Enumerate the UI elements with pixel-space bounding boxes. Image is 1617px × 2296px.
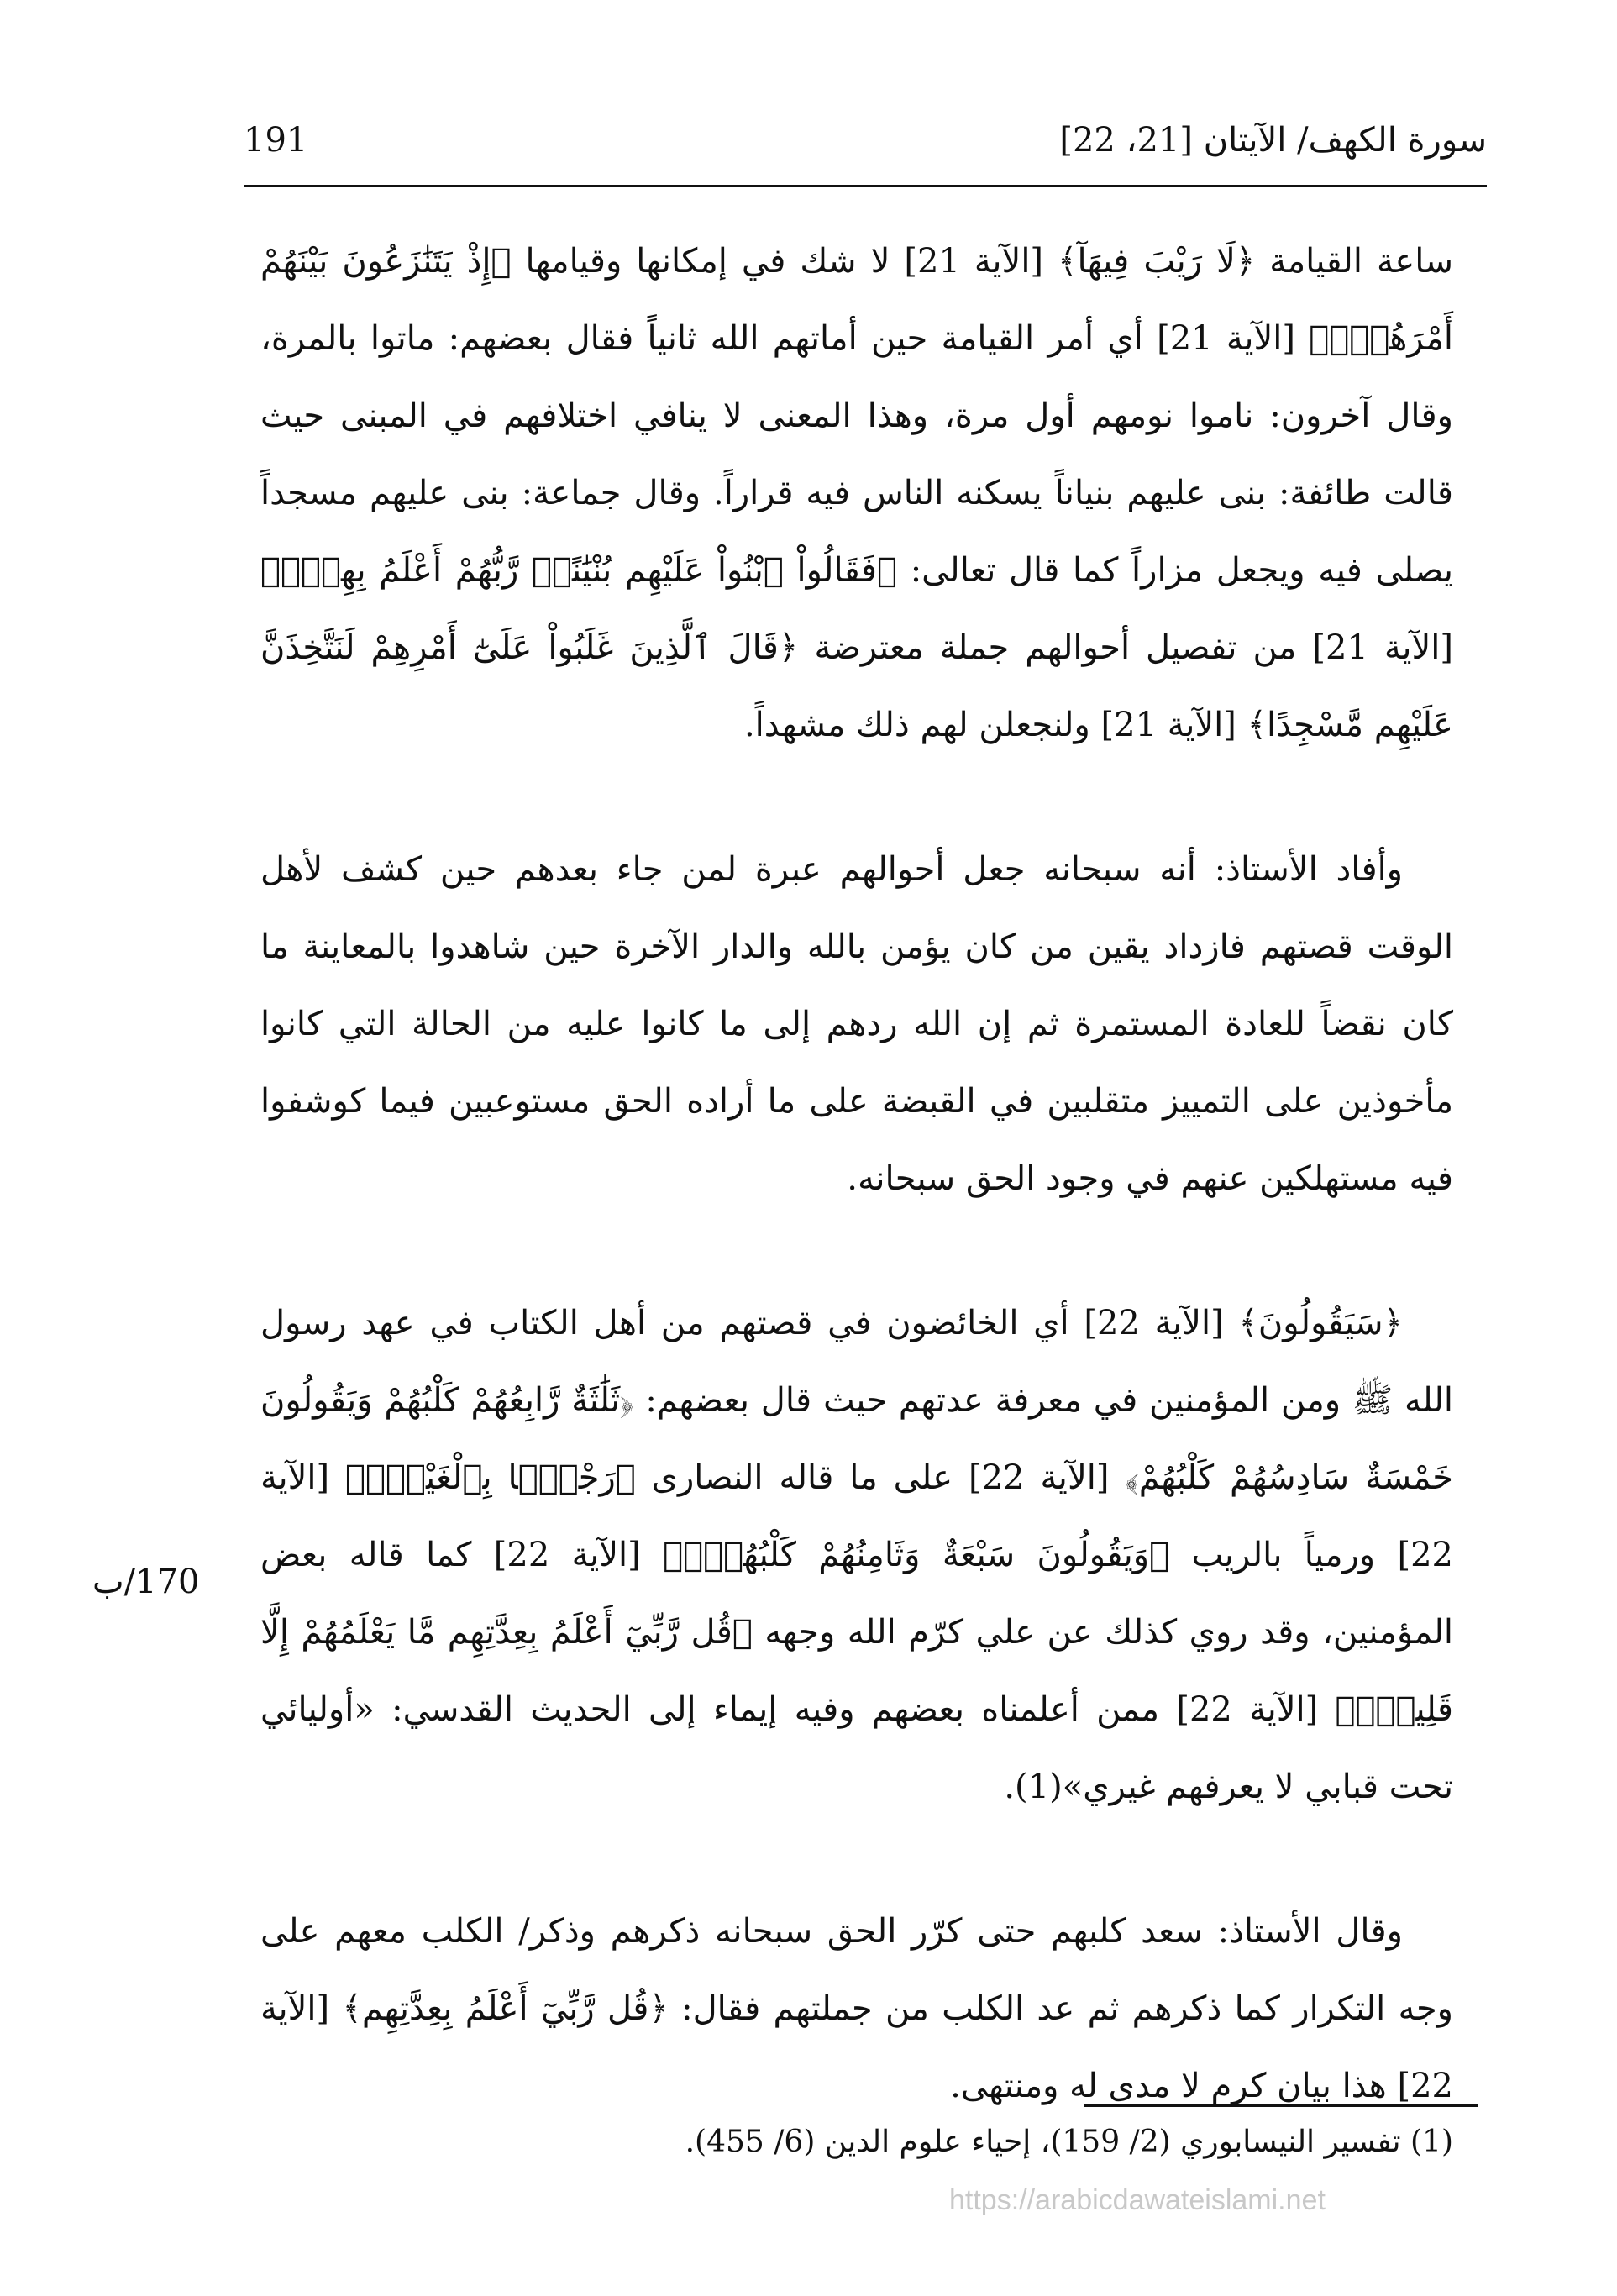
paragraph-1: ساعة القيامة ﴿لَا رَيْبَ فِيهَآ﴾ [الآية 21] لا شك في إمكانها وقيامها ﴿إِذْ يَتَنَٰزَعُونَ بَيْنَهُمْ أَمْرَهُمْۖ﴾ [الآية 21] أي أمر القيامة حين أماتهم الله ثانياً فقال بعضهم: ماتوا بالمرة، وقال آخرون: ناموا نومهم أول مرة، وهذا المعنى لا ينافي اختلافهم في المبنى حيث قالت طائفة: بنى عليهم بنياناً يسكنه الناس فيه قراراً. وقال جماعة: بنى عليهم مسجداً يصلى فيه ويجعل مزاراً كما قال تعالى: ﴿فَقَالُواْ ٱبْنُواْ عَلَيْهِم بُنْيَٰنًاۖ رَّبُّهُمْ أَعْلَمُ بِهِمْۚ﴾ [الآية 21] من تفصيل أحوالهم جملة معترضة ﴿قَالَ ٱلَّذِينَ غَلَبُواْ عَلَىٰٓ أَمْرِهِمْ لَنَتَّخِذَنَّ عَلَيْهِم مَّسْجِدًا﴾ [الآية 21] ولنجعلن لهم ذلك مشهداً. bbox=[260, 242, 1454, 744]
manuscript-folio-note: 170/ب bbox=[92, 1563, 200, 1601]
paragraph-3: ﴿سَيَقُولُونَ﴾ [الآية 22] أي الخائضون في قصتهم من أهل الكتاب في عهد رسول الله ﷺ ومن المؤمنين في معرفة عدتهم حيث قال بعضهم: ﴿ثَلَٰثَةٌ رَّابِعُهُمْ كَلْبُهُمْ وَيَقُولُونَ خَمْسَةٌ سَادِسُهُمْ كَلْبُهُمْ﴾ [الآية 22] على ما قاله النصارى ﴿رَجْمًۢا بِٱلْغَيْبِۖ﴾ [الآية 22] ورمياً بالريب ﴿وَيَقُولُونَ سَبْعَةٌ وَثَامِنُهُمْ كَلْبُهُمْۚ﴾ [الآية 22] كما قاله بعض المؤمنين، وقد روي كذلك عن علي كرّم الله وجهه ﴿قُل رَّبِّيٓ أَعْلَمُ بِعِدَّتِهِم مَّا يَعْلَمُهُمْ إِلَّا قَلِيلٌۗ﴾ [الآية 22] ممن أعلمناه بعضهم وفيه إيماء إلى الحديث القدسي: «أوليائي تحت قبابي لا يعرفهم غيري»(1). bbox=[260, 1304, 1453, 1806]
paragraph-2: وأفاد الأستاذ: أنه سبحانه جعل أحوالهم عبرة لمن جاء بعدهم حين كشف لأهل الوقت قصتهم فازداد يقين من كان يؤمن بالله والدار الآخرة حين شاهدوا بالمعاينة ما كان نقضاً للعادة المستمرة ثم إن الله ردهم إلى ما كانوا عليه من الحالة التي كانوا مأخوذين على التمييز متقلبين في القبضة على ما أراده الحق مستوعبين فيما كوشفوا فيه مستهلكين عنهم في وجود الحق سبحانه. bbox=[260, 850, 1453, 1198]
paragraph-4: وقال الأستاذ: سعد كلبهم حتى كرّر الحق سبحانه ذكرهم وذكر/ الكلب معهم على وجه التكرار كما ذكرهم ثم عد الكلب من جملتهم فقال: ﴿قُل رَّبِّيٓ أَعْلَمُ بِعِدَّتِهِم﴾ [الآية 22] هذا بيان كرم لا مدى له ومنتهى. bbox=[260, 1912, 1453, 2105]
watermark-url: https://arabicdawateislami.net bbox=[949, 2184, 1326, 2216]
page-number: 191 bbox=[244, 121, 308, 160]
page-header bbox=[244, 118, 1487, 185]
body-text bbox=[260, 223, 1453, 2125]
footnote-rule bbox=[1084, 2104, 1478, 2107]
header-rule bbox=[244, 185, 1487, 187]
running-title: سورة الكهف/ الآيتان [21، 22] bbox=[1059, 121, 1487, 160]
footnote: (1) تفسير النيسابوري (2/ 159)، إحياء علوم الدين (6/ 455). bbox=[685, 2125, 1453, 2159]
